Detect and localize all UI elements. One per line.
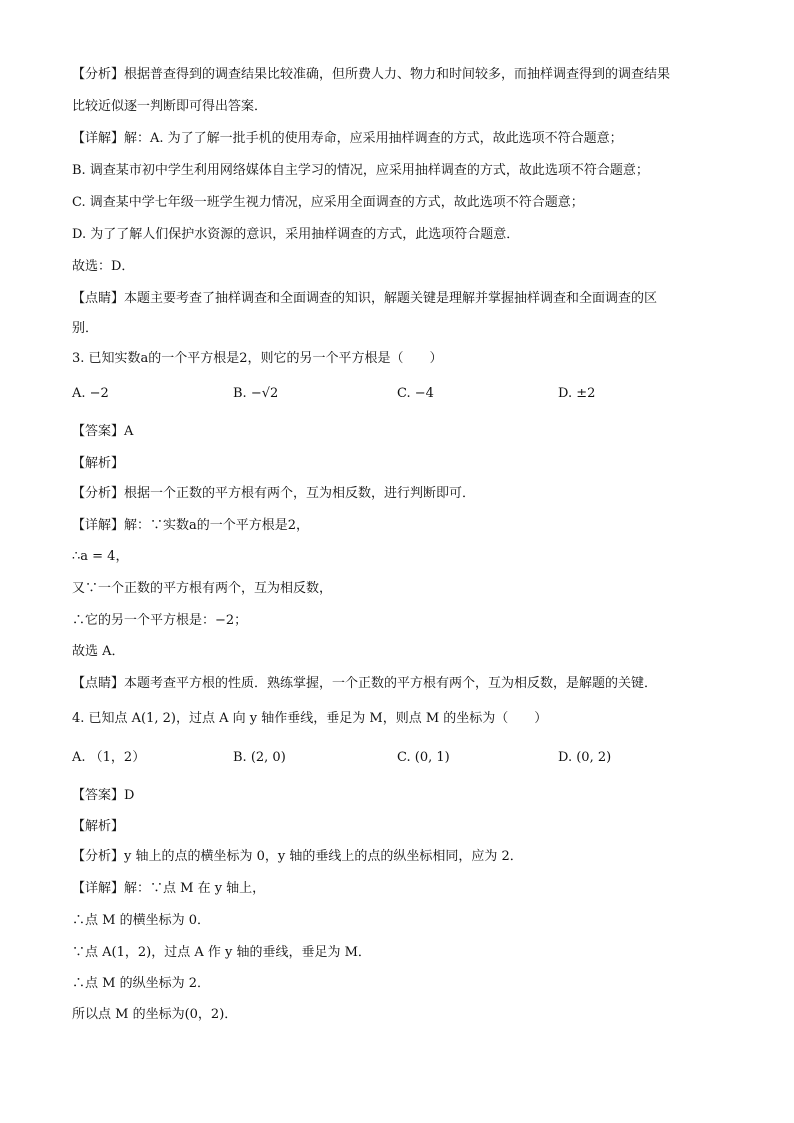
analysis-q2-line2: 比较近似逐一判断即可得出答案． [72,99,268,114]
q3-option-a: A. −2 [72,386,109,401]
detail-q3-line2: ∴a = 4， [72,549,129,564]
detail-q4-line3: ∵点 A(1，2)，过点 A 作 y 轴的垂线，垂足为 M． [72,945,371,960]
answer-q3: 【答案】A [72,424,134,439]
answer-q4: 【答案】D [72,788,135,803]
detail-q3-line4: ∴它的另一个平方根是：−2； [72,613,248,628]
detail-q4-line2: ∴点 M 的横坐标为 0． [72,913,210,928]
comment-q2-line1: 【点睛】本题主要考查了抽样调查和全面调查的知识，解题关键是理解并掌握抽样调查和全面调查的区 [72,291,658,306]
choice-q3: 故选 A． [72,644,125,659]
analysis-q4: 【分析】y 轴上的点的横坐标为 0，y 轴的垂线上的点的纵坐标相同，应为 2． [72,849,523,864]
analysis-q3: 【分析】根据一个正数的平方根有两个，互为相反数，进行判断即可． [72,486,476,501]
q3-option-c: C. −4 [397,386,434,401]
solution-heading-q3: 【解析】 [72,456,125,471]
comment-q3: 【点睛】本题考查平方根的性质．熟练掌握，一个正数的平方根有两个，互为相反数，是解题的关键． [72,676,658,691]
choice-q2: 故选：D． [72,259,135,274]
detail-q4-line4: ∴点 M 的纵坐标为 2． [72,976,210,991]
detail-q3-line1: 【详解】解：∵实数a的一个平方根是2， [72,518,310,533]
q3-option-d: D. ±2 [558,386,596,401]
solution-heading-q4: 【解析】 [72,819,125,834]
detail-q2-a: 【详解】解：A. 为了了解一批手机的使用寿命，应采用抽样调查的方式，故此选项不符合题意； [72,131,623,146]
detail-q4-line5: 所以点 M 的坐标为(0，2)． [72,1007,238,1022]
q4-option-a: A. （1，2） [72,750,146,765]
question-4: 4. 已知点 A(1, 2)，过点 A 向 y 轴作垂线，垂足为 M，则点 M 的坐标为（ ） [72,711,548,726]
q3-option-b: B. −√2 [233,386,279,401]
detail-q4-line1: 【详解】解：∵点 M 在 y 轴上， [72,881,266,896]
detail-q2-b: B. 调查某市初中学生利用网络媒体自主学习的情况，应采用抽样调查的方式，故此选项不符合题意； [72,163,649,178]
detail-q2-c: C. 调查某中学七年级一班学生视力情况，应采用全面调查的方式，故此选项不符合题意； [72,195,584,210]
detail-q3-line3: 又∵一个正数的平方根有两个，互为相反数， [72,581,333,596]
q4-option-d: D. (0, 2) [558,750,612,765]
q4-option-b: B. (2, 0) [233,750,286,765]
question-3: 3. 已知实数a的一个平方根是2，则它的另一个平方根是（ ） [72,351,443,366]
q4-option-c: C. (0, 1) [397,750,450,765]
analysis-q2-line1: 【分析】根据普查得到的调查结果比较准确，但所费人力、物力和时间较多，而抽样调查得到的调查结果 [72,67,671,82]
detail-q2-d: D. 为了了解人们保护水资源的意识，采用抽样调查的方式，此选项符合题意． [72,227,520,242]
comment-q2-line2: 别． [72,321,99,336]
